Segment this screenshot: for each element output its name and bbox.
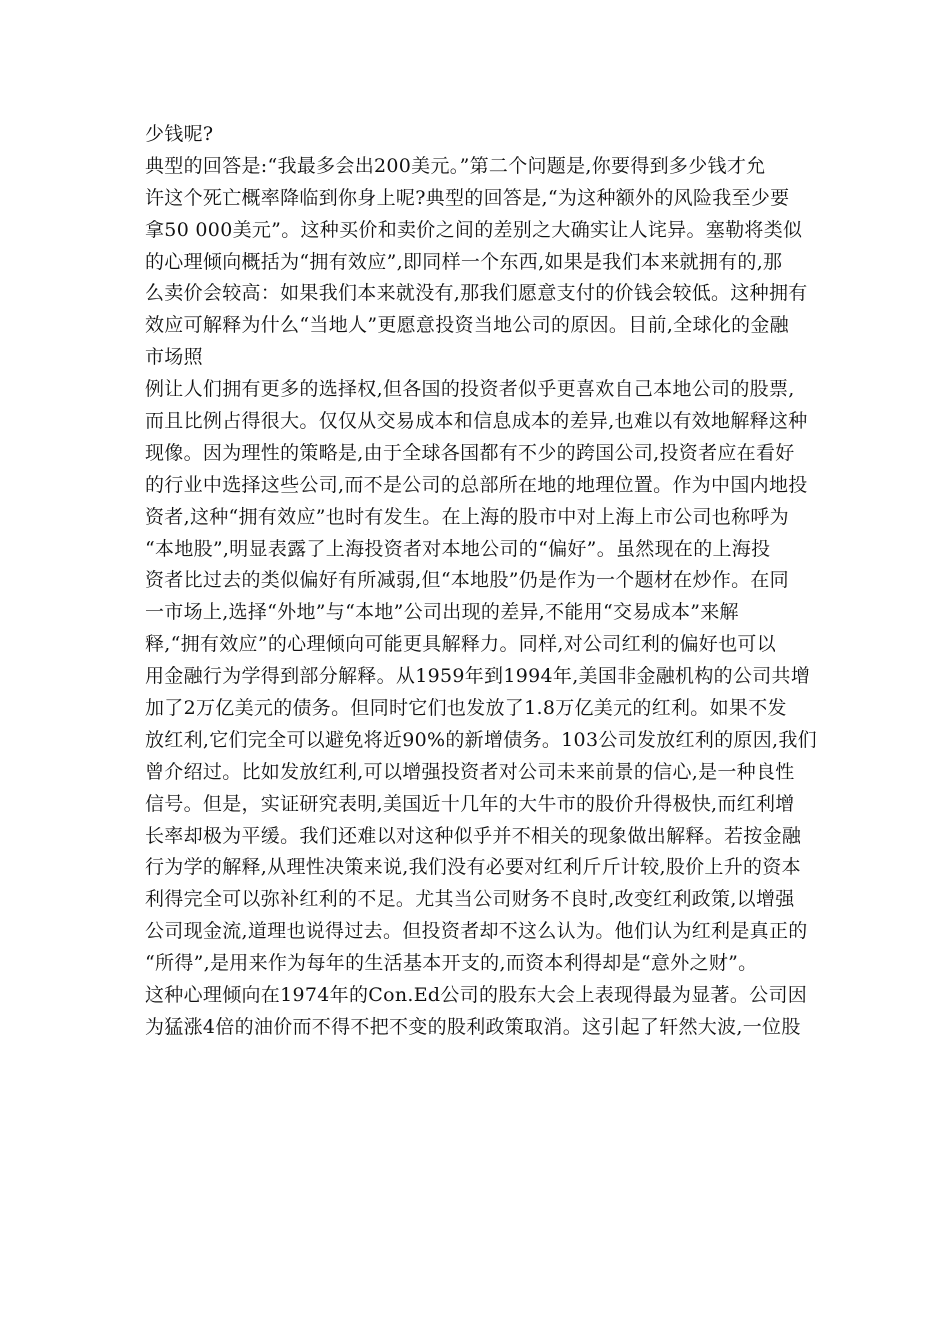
text-line: 行为学的解释,从理性决策来说,我们没有必要对红利斤斤计较,股价上升的资本: [145, 856, 801, 879]
text-line: “本地股”,明显表露了上海投资者对本地公司的“偏好”。虽然现在的上海投: [145, 537, 771, 560]
text-line: 长率却极为平缓。我们还难以对这种似乎并不相关的现象做出解释。若按金融: [145, 824, 802, 847]
text-line: 释,“拥有效应”的心理倾向可能更具解释力。同样,对公司红利的偏好也可以: [145, 633, 777, 656]
text-line: 一市场上,选择“外地”与“本地”公司出现的差异,不能用“交易成本”来解: [145, 601, 739, 624]
text-line: 例让人们拥有更多的选择权,但各国的投资者似乎更喜欢自己本地公司的股票,: [145, 378, 795, 401]
text-line: 利得完全可以弥补红利的不足。尤其当公司财务不良时,改变红利政策,以增强: [145, 888, 795, 911]
text-line: 拿50 000美元”。这种买价和卖价之间的差别之大确实让人诧异。塞勒将类似: [145, 218, 803, 241]
text-line: 为猛涨4倍的油价而不得不把不变的股利政策取消。这引起了轩然大波,一位股: [145, 1015, 801, 1038]
text-line: 加了2万亿美元的债务。但同时它们也发放了1.8万亿美元的红利。如果不发: [145, 697, 787, 720]
text-line: 许这个死亡概率降临到你身上呢?典型的回答是,“为这种额外的风险我至少要: [145, 186, 790, 209]
text-line: 的心理倾向概括为“拥有效应”,即同样一个东西,如果是我们本来就拥有的,那: [145, 250, 783, 273]
text-line: 这种心理倾向在1974年的Con.Ed公司的股东大会上表现得最为显著。公司因: [145, 984, 808, 1007]
text-line: “所得”,是用来作为每年的生活基本开支的,而资本利得却是“意外之财”。: [145, 952, 758, 975]
text-line: 放红利,它们完全可以避免将近90%的新增债务。103公司发放红利的原因,我们: [145, 728, 817, 751]
text-line: 典型的回答是:“我最多会出200美元。”第二个问题是,你要得到多少钱才允: [145, 154, 766, 177]
text-line: 资者比过去的类似偏好有所减弱,但“本地股”仍是作为一个题材在炒作。在同: [145, 569, 789, 592]
text-line: 用金融行为学得到部分解释。从1959年到1994年,美国非金融机构的公司共增: [145, 665, 811, 688]
text-line: 市场照: [145, 346, 203, 369]
text-line: 的行业中选择这些公司,而不是公司的总部所在地的地理位置。作为中国内地投: [145, 473, 808, 496]
text-line: 少钱呢?: [145, 123, 214, 145]
text-line: 曾介绍过。比如发放红利,可以增强投资者对公司未来前景的信心,是一种良性: [145, 760, 795, 783]
text-line: 公司现金流,道理也说得过去。但投资者却不这么认为。他们认为红利是真正的: [145, 920, 808, 943]
text-line: 信号。但是，实证研究表明,美国近十几年的大牛市的股价升得极快,而红利增: [145, 792, 795, 815]
text-line: 资者,这种“拥有效应”也时有发生。在上海的股市中对上海上市公司也称呼为: [145, 505, 789, 528]
text-line: 效应可解释为什么“当地人”更愿意投资当地公司的原因。目前,全球化的金融: [145, 314, 789, 337]
text-line: 现像。因为理性的策略是,由于全球各国都有不少的跨国公司,投资者应在看好: [145, 441, 795, 464]
text-line: 而且比例占得很大。仅仅从交易成本和信息成本的差异,也难以有效地解释这种: [145, 410, 808, 433]
text-line: 么卖价会较高：如果我们本来就没有,那我们愿意支付的价钱会较低。这种拥有: [145, 282, 808, 305]
body-text: [145, 119, 817, 1044]
